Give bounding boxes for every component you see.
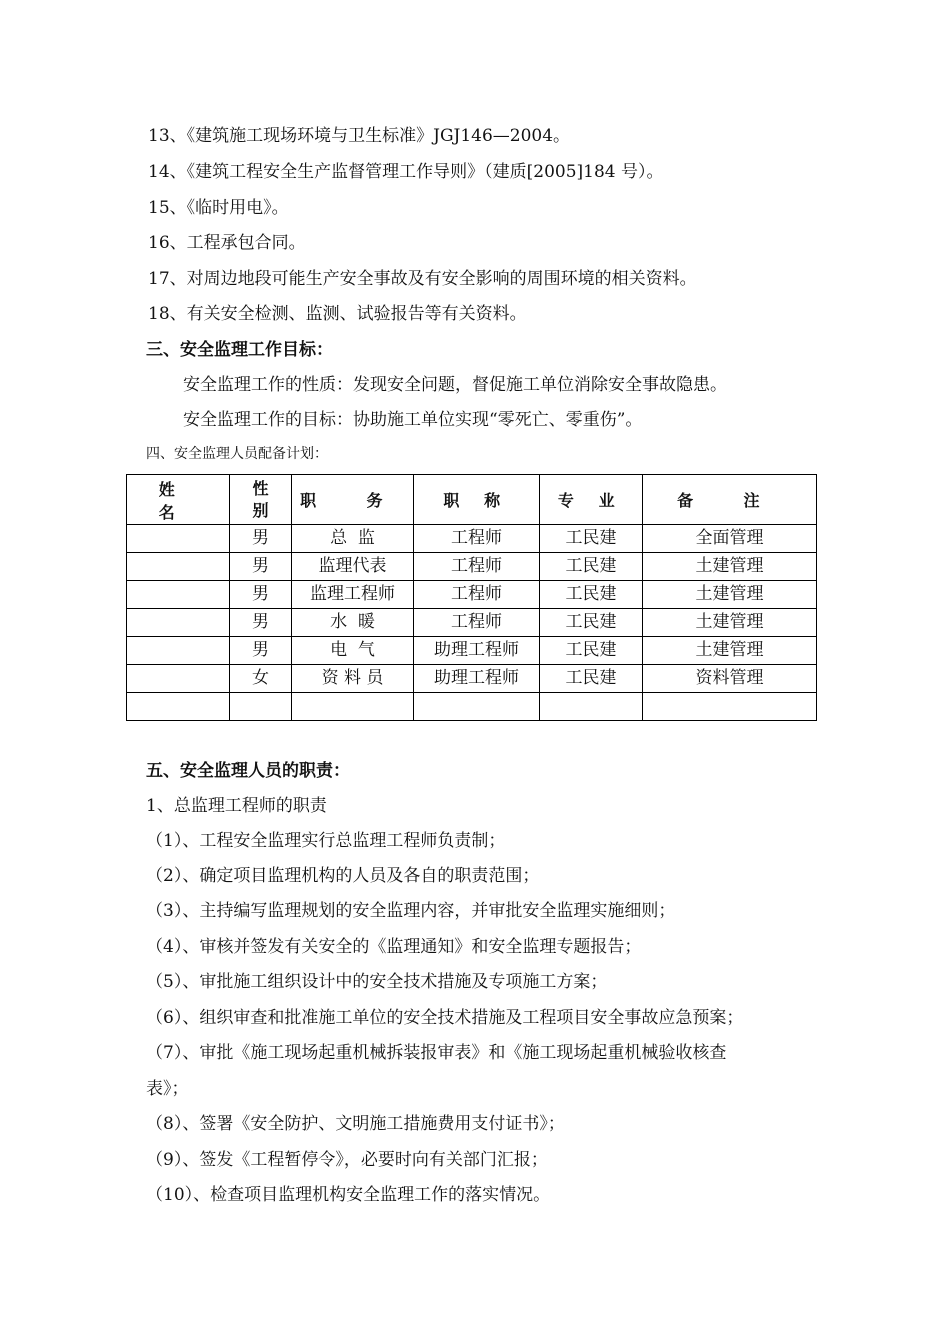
cell-remark: 全面管理	[643, 525, 817, 553]
cell-gender: 男	[230, 609, 292, 637]
cell-gender: 男	[230, 525, 292, 553]
table-row	[127, 637, 817, 665]
duty-item: （8）、签署《安全防护、文明施工措施费用支付证书》；	[146, 1114, 565, 1134]
cell-position: 资 料 员	[292, 665, 414, 693]
basis-item-14: 14、《建筑工程安全生产监督管理工作导则》（建质[2005]184 号）。	[148, 162, 664, 182]
header-position: 职 务	[292, 475, 414, 525]
cell-gender: 女	[230, 665, 292, 693]
cell-position: 监理代表	[292, 553, 414, 581]
header-major: 专 业	[540, 475, 643, 525]
table-row	[127, 525, 817, 553]
basis-item-16: 16、工程承包合同。	[148, 233, 306, 253]
section4-title: 四、安全监理人员配备计划：	[146, 446, 328, 462]
section3-goal: 安全监理工作的目标：协助施工单位实现“零死亡、零重伤”。	[183, 410, 643, 430]
basis-item-15: 15、《临时用电》。	[148, 198, 289, 218]
basis-item-17: 17、对周边地段可能生产安全事故及有安全影响的周围环境的相关资料。	[148, 269, 697, 289]
duty-item: （7）、审批《施工现场起重机械拆装报审表》和《施工现场起重机械验收核查	[146, 1043, 727, 1063]
basis-item-13: 13、《建筑施工现场环境与卫生标准》JGJ146—2004。	[148, 126, 571, 146]
cell-gender: 男	[230, 553, 292, 581]
cell-position: 水 暖	[292, 609, 414, 637]
cell-name	[127, 525, 230, 553]
cell-remark: 土建管理	[643, 609, 817, 637]
cell-position: 总 监	[292, 525, 414, 553]
cell-name	[127, 693, 230, 721]
cell-gender	[230, 693, 292, 721]
duty-item: （10）、检查项目监理机构安全监理工作的落实情况。	[146, 1185, 551, 1205]
cell-name	[127, 637, 230, 665]
cell-major: 工民建	[540, 665, 643, 693]
cell-major: 工民建	[540, 581, 643, 609]
cell-name	[127, 665, 230, 693]
duty-item: （1）、工程安全监理实行总监理工程师负责制；	[146, 831, 506, 851]
cell-major	[540, 693, 643, 721]
duty-item: （6）、组织审查和批准施工单位的安全技术措施及工程项目安全事故应急预案；	[146, 1008, 744, 1028]
header-title: 职 称	[414, 475, 540, 525]
cell-remark: 土建管理	[643, 637, 817, 665]
table-row	[127, 665, 817, 693]
cell-name	[127, 609, 230, 637]
staff-plan-table	[126, 474, 817, 721]
cell-title: 工程师	[414, 581, 540, 609]
duty-item: （2）、确定项目监理机构的人员及各自的职责范围；	[146, 866, 540, 886]
cell-major: 工民建	[540, 609, 643, 637]
table-row	[127, 609, 817, 637]
cell-title: 助理工程师	[414, 637, 540, 665]
header-name: 姓 名	[127, 475, 230, 525]
cell-position: 监理工程师	[292, 581, 414, 609]
cell-title: 助理工程师	[414, 665, 540, 693]
cell-gender: 男	[230, 581, 292, 609]
section3-nature: 安全监理工作的性质：发现安全问题，督促施工单位消除安全事故隐患。	[183, 375, 727, 395]
section5-subtitle: 1、总监理工程师的职责	[146, 796, 327, 816]
cell-major: 工民建	[540, 637, 643, 665]
cell-remark: 土建管理	[643, 553, 817, 581]
table-header-row	[127, 475, 817, 525]
header-gender	[230, 475, 292, 525]
cell-title: 工程师	[414, 553, 540, 581]
cell-title	[414, 693, 540, 721]
cell-major: 工民建	[540, 553, 643, 581]
table-row	[127, 581, 817, 609]
cell-title: 工程师	[414, 525, 540, 553]
cell-title: 工程师	[414, 609, 540, 637]
cell-name	[127, 553, 230, 581]
section3-title: 三、安全监理工作目标：	[146, 340, 333, 360]
section5-title: 五、安全监理人员的职责：	[146, 761, 350, 781]
duty-item: （5）、审批施工组织设计中的安全技术措施及专项施工方案；	[146, 972, 608, 992]
duty-item: （3）、主持编写监理规划的安全监理内容，并审批安全监理实施细则；	[146, 901, 676, 921]
table-row	[127, 553, 817, 581]
duty-item: （4）、审核并签发有关安全的《监理通知》和安全监理专题报告；	[146, 937, 642, 957]
basis-item-18: 18、有关安全检测、监测、试验报告等有关资料。	[148, 304, 527, 324]
cell-remark	[643, 693, 817, 721]
cell-remark: 土建管理	[643, 581, 817, 609]
cell-position	[292, 693, 414, 721]
header-gender-text: 性别	[252, 478, 269, 520]
duty-item-continuation: 表》；	[146, 1079, 189, 1099]
cell-major: 工民建	[540, 525, 643, 553]
header-remark: 备 注	[643, 475, 817, 525]
cell-remark: 资料管理	[643, 665, 817, 693]
table-row-empty	[127, 693, 817, 721]
cell-name	[127, 581, 230, 609]
cell-position: 电 气	[292, 637, 414, 665]
duty-item: （9）、签发《工程暂停令》，必要时向有关部门汇报；	[146, 1150, 548, 1170]
cell-gender: 男	[230, 637, 292, 665]
